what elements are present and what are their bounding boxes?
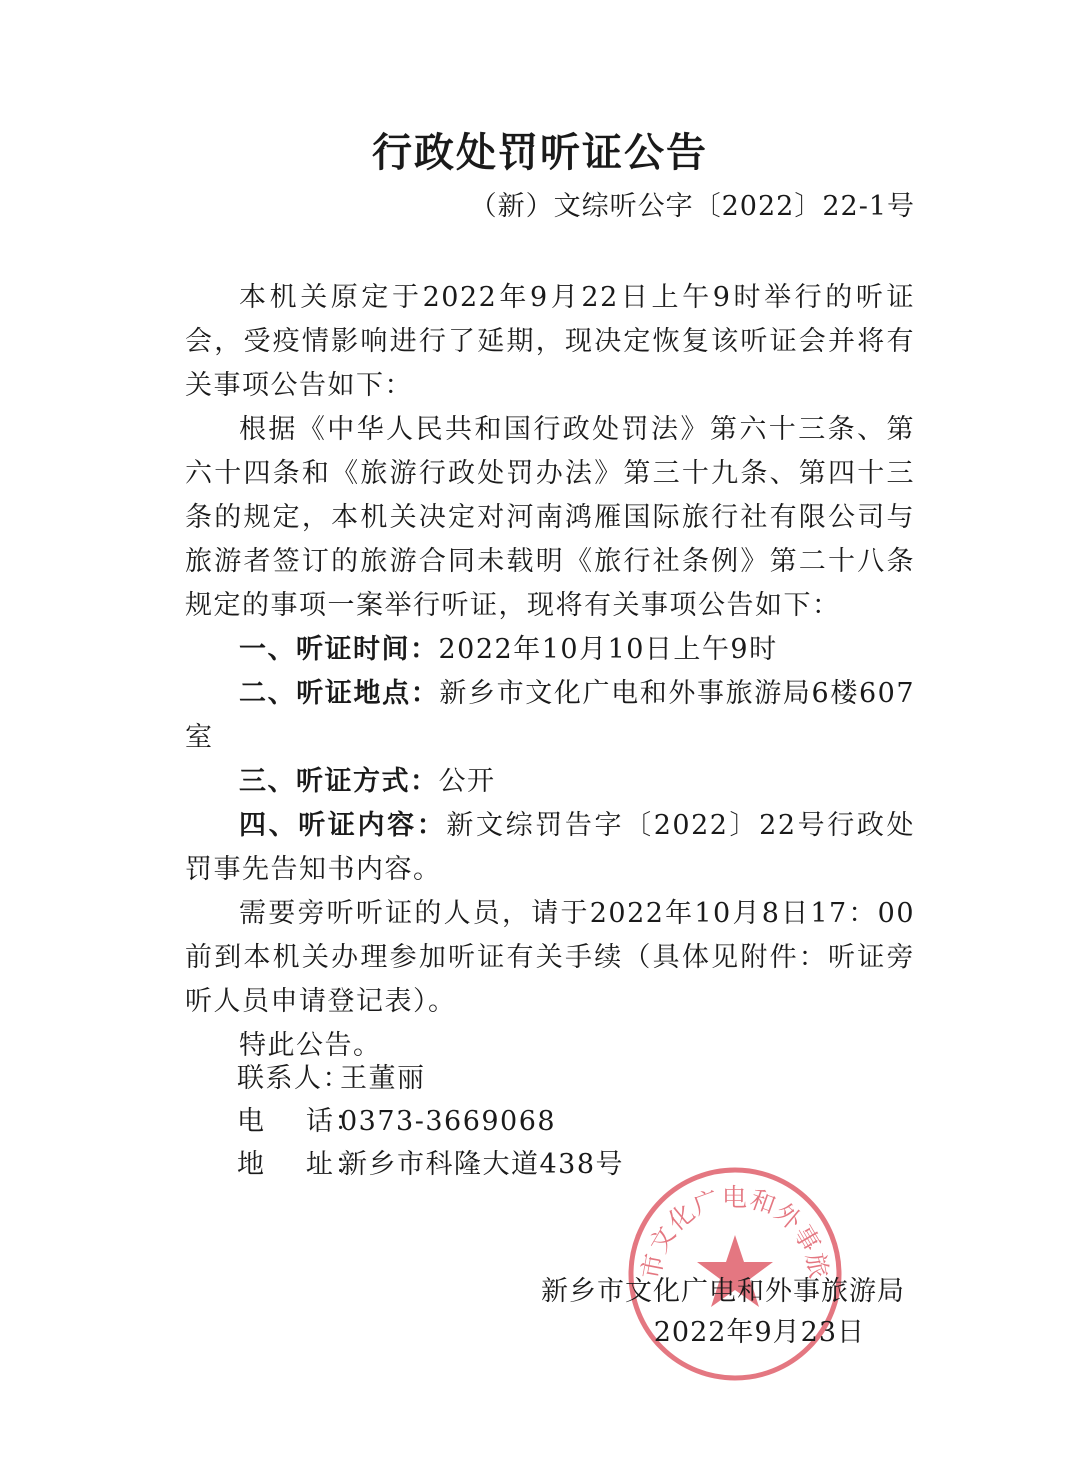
item-text: 新乡市文化广电和外事旅游局6楼607室: [185, 678, 915, 753]
contact-person-value: 王董丽: [340, 1063, 426, 1094]
intro-paragraph: 本机关原定于2022年9月22日上午9时举行的听证会，受疫情影响进行了延期，现决定恢复该听证会并将有关事项公告如下：: [185, 282, 915, 401]
contact-address-row: [237, 1143, 624, 1186]
audit-paragraph: 需要旁听听证的人员，请于2022年10月8日17：00前到本机关办理参加听证有关手续（具体见附件：听证旁听人员申请登记表）。: [185, 898, 915, 1017]
contact-block: [237, 1057, 624, 1186]
hearing-item-time: [185, 628, 915, 672]
contact-person-label: 联系人：: [237, 1063, 351, 1094]
hearing-item-content: [185, 804, 915, 892]
item-text: 2022年10月10日上午9时: [438, 634, 778, 665]
hearing-item-location: [185, 672, 915, 760]
signature-block: [541, 1273, 905, 1352]
contact-address-label: 地 址：: [237, 1149, 363, 1180]
seal-text: 市文化广电和外事旅: [636, 1183, 834, 1282]
item-heading: 二、听证地点：: [239, 678, 440, 709]
contact-phone-row: [237, 1100, 624, 1143]
document-body: [185, 276, 915, 1068]
item-heading: 一、听证时间：: [239, 634, 439, 665]
item-heading: 三、听证方式：: [239, 766, 439, 797]
basis-paragraph: 根据《中华人民共和国行政处罚法》第六十三条、第六十四条和《旅游行政处罚办法》第三十九条、第四十三条的规定，本机关决定对河南鸿雁国际旅行社有限公司与旅游者签订的旅游合同未载明《旅行社条例》第二十八条规定的事项一案举行听证，现将有关事项公告如下：: [185, 414, 915, 621]
closing-text: 特此公告。: [239, 1030, 382, 1061]
contact-person-row: [237, 1057, 624, 1100]
document-number: （新）文综听公字〔2022〕22-1号: [469, 191, 915, 222]
hearing-item-method: [185, 760, 915, 804]
item-heading: 四、听证内容：: [239, 810, 447, 841]
contact-address-value: 新乡市科隆大道438号: [340, 1149, 625, 1180]
contact-phone-value: 0373-3669068: [340, 1106, 557, 1137]
item-text: 新文综罚告字〔2022〕22号行政处罚事先告知书内容。: [185, 810, 916, 885]
signature-date: 2022年9月23日: [653, 1317, 865, 1348]
signature-organization: 新乡市文化广电和外事旅游局: [541, 1276, 905, 1307]
item-text: 公开: [438, 766, 496, 797]
contact-phone-label: 电 话：: [237, 1106, 363, 1137]
document-title: 行政处罚听证公告: [372, 130, 708, 176]
